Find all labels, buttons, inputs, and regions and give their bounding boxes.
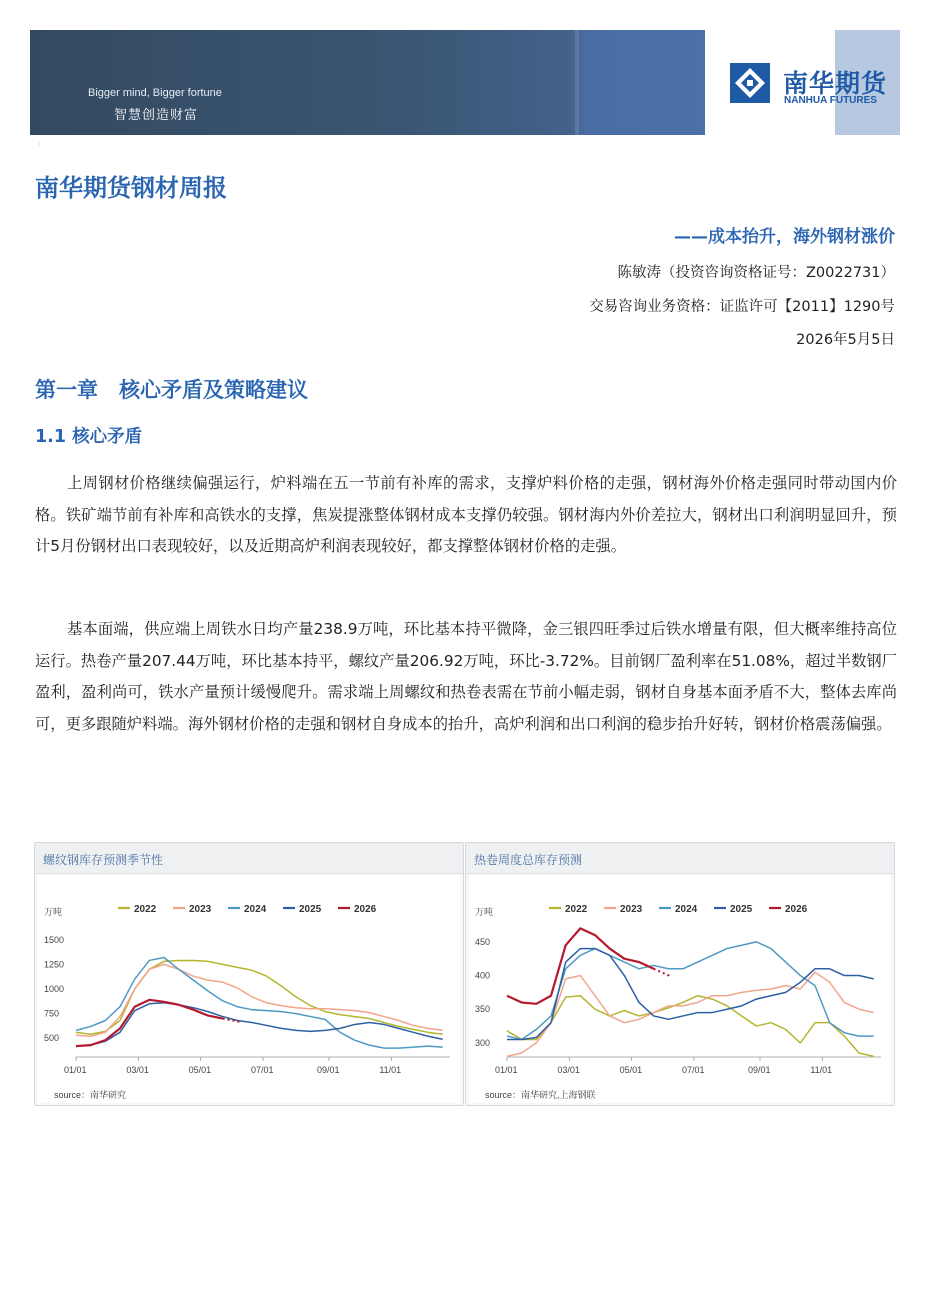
- chart-panel-header: [466, 843, 894, 874]
- chart-area: [469, 875, 891, 1103]
- legend-label: 2022: [565, 904, 588, 915]
- y-tick-label: 500: [44, 1033, 60, 1044]
- chart-title: 热卷周度总库存预测: [474, 853, 583, 867]
- x-tick-label: 09/01: [748, 1065, 771, 1075]
- author-line: 陈敏涛（投资咨询资格证号：Z0022731）: [617, 265, 895, 281]
- y-axis-unit: 万吨: [475, 908, 494, 918]
- logo-text-chinese: 南华期货: [783, 69, 888, 98]
- y-tick-label: 400: [475, 970, 491, 981]
- header-banner: [30, 30, 900, 135]
- x-tick-label: 11/01: [379, 1065, 402, 1075]
- report-subtitle: ——成本抬升，海外钢材涨价: [674, 227, 895, 247]
- y-tick-label: 1500: [44, 934, 65, 945]
- forecast-dots-2026: [654, 969, 672, 977]
- page-mark: ·: [38, 140, 41, 149]
- x-tick-label: 01/01: [64, 1065, 87, 1075]
- y-tick-label: 450: [475, 936, 491, 947]
- chart-panel-header: [35, 843, 463, 874]
- chart-title: 螺纹钢库存预测季节性: [43, 853, 164, 867]
- paragraph-fundamentals: 基本面端，供应端上周铁水日均产量238.9万吨，环比基本持平微降，金三银四旺季过后铁水增量有限，但大概率维持高位运行。热卷产量207.44万吨，环比基本持平，螺纹产量206.92万吨，环比-3.72%。目前钢厂盈利率在51.08%，超过半数钢厂盈利，盈利尚可，铁水产量预计缓慢爬升。需求端上周螺纹和热卷表需在节前小幅走弱，钢材自身基本面矛盾不大，整体去库尚可，更多跟随炉料端。海外钢材价格的走强和钢材自身成本的抬升，高炉利润和出口利润的稳步抬升好转，钢材价格震荡偏强。: [35, 620, 897, 733]
- hrc-inventory-chart: [469, 875, 891, 1103]
- legend-label: 2023: [189, 904, 212, 915]
- y-tick-label: 350: [475, 1004, 491, 1015]
- x-tick-label: 03/01: [126, 1065, 149, 1075]
- series-line-2024: [76, 957, 443, 1048]
- legend-label: 2024: [244, 904, 267, 915]
- report-date: 2026年5月5日: [796, 332, 895, 348]
- chart-panel-hrc: [465, 842, 895, 1106]
- x-tick-label: 07/01: [251, 1065, 274, 1075]
- slogan-english: Bigger mind, Bigger fortune: [88, 87, 222, 99]
- y-tick-label: 750: [44, 1008, 60, 1019]
- y-tick-label: 300: [475, 1037, 491, 1048]
- x-tick-label: 03/01: [557, 1065, 580, 1075]
- chart-source: source：南华研究,上海钢联: [485, 1090, 596, 1100]
- slogan-chinese: 智慧创造财富: [114, 108, 199, 123]
- legend-label: 2024: [675, 904, 698, 915]
- rebar-inventory-chart: [38, 875, 460, 1103]
- legend-label: 2025: [299, 904, 322, 915]
- x-tick-label: 09/01: [317, 1065, 340, 1075]
- legend-label: 2023: [620, 904, 643, 915]
- x-tick-label: 05/01: [619, 1065, 643, 1075]
- chart-panel-rebar: [34, 842, 464, 1106]
- legend-label: 2026: [354, 904, 377, 915]
- x-tick-label: 05/01: [188, 1065, 212, 1075]
- y-axis-unit: 万吨: [44, 908, 63, 918]
- chart-source: source：南华研究: [54, 1090, 127, 1100]
- x-tick-label: 11/01: [810, 1065, 833, 1075]
- x-tick-label: 07/01: [682, 1065, 705, 1075]
- section-heading: 1.1 核心矛盾: [35, 427, 143, 447]
- series-line-2025: [76, 1003, 443, 1046]
- y-tick-label: 1250: [44, 959, 65, 970]
- chart-area: [38, 875, 460, 1103]
- legend-label: 2022: [134, 904, 157, 915]
- nanhua-logo-icon: [727, 60, 773, 106]
- license-line: 交易咨询业务资格：证监许可【2011】1290号: [589, 299, 895, 315]
- chapter-heading: 第一章 核心矛盾及策略建议: [35, 378, 308, 402]
- paragraph-summary: 上周钢材价格继续偏强运行，炉料端在五一节前有补库的需求，支撑炉料价格的走强，钢材海外价格走强同时带动国内价格。铁矿端节前有补库和高铁水的支撑，焦炭提涨整体钢材成本支撑仍较强。钢材海内外价差拉大，钢材出口利润明显回升，预计5月份钢材出口表现较好，以及近期高炉利润表现较好，都支撑整体钢材价格的走强。: [35, 474, 897, 555]
- y-tick-label: 1000: [44, 984, 65, 994]
- banner-stripe: [575, 30, 579, 135]
- report-title: 南华期货钢材周报: [35, 174, 227, 202]
- legend-label: 2026: [785, 904, 808, 915]
- legend-label: 2025: [730, 904, 753, 915]
- logo-text-english: NANHUA FUTURES: [784, 95, 877, 106]
- x-tick-label: 01/01: [495, 1065, 518, 1075]
